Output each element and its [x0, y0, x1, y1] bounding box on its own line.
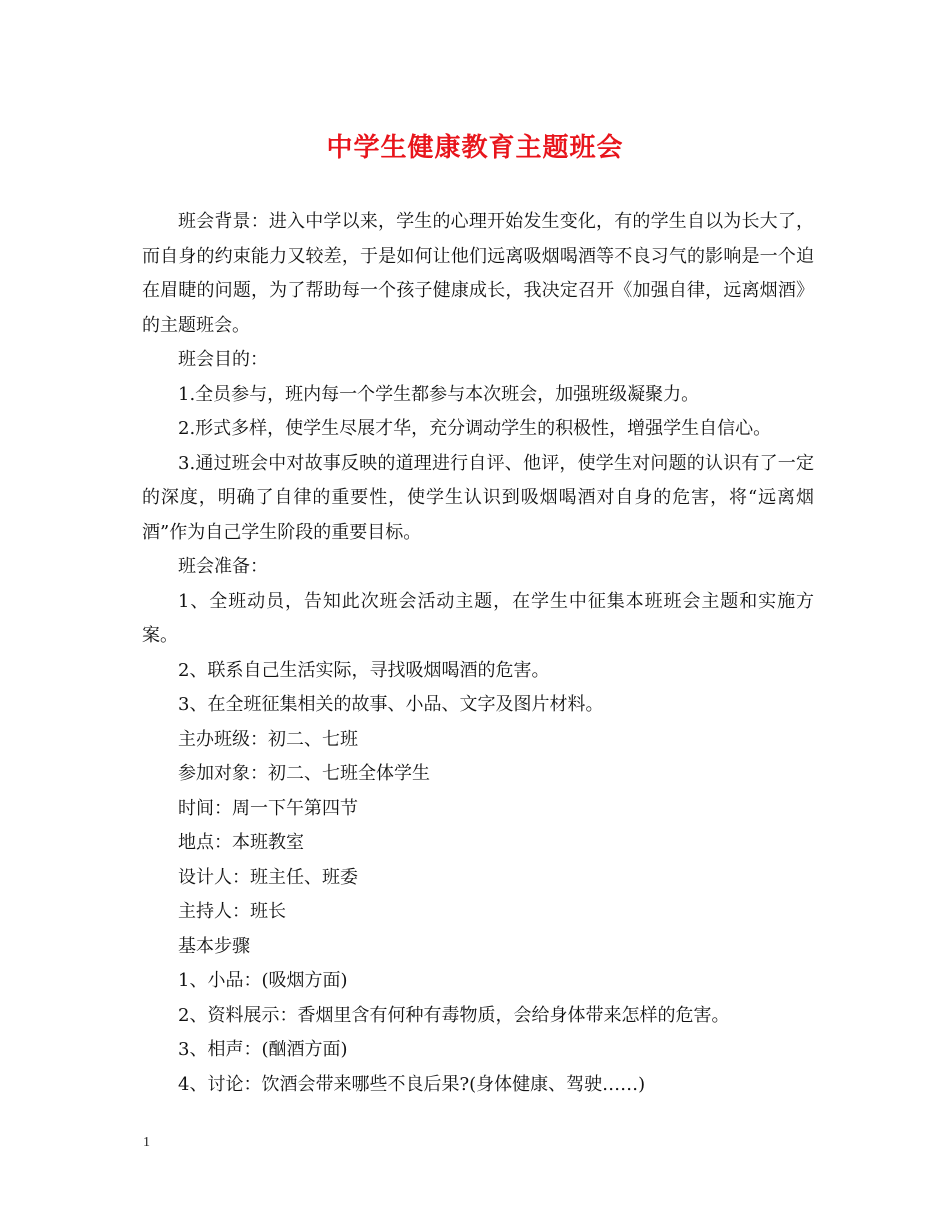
- paragraph-step-3: 3、相声：(酗酒方面): [178, 1039, 348, 1060]
- paragraph-host-class: 主办班级：初二、七班: [178, 728, 358, 750]
- paragraph-purpose-heading: 班会目的：: [178, 349, 268, 370]
- page-number: 1: [143, 1135, 150, 1150]
- paragraph-steps-heading: 基本步骤: [178, 935, 250, 957]
- document-body: [142, 205, 814, 1102]
- paragraph-designer: 设计人：班主任、班委: [178, 866, 358, 888]
- paragraph-purpose-3: 3.通过班会中对故事反映的道理进行自评、他评，使学生对问题的认识有了一定的深度，明确了自律的重要性，使学生认识到吸烟喝酒对自身的危害，将“远离烟酒”作为自己学生阶段的重要目标。: [142, 452, 814, 543]
- paragraph-purpose-2: 2.形式多样，使学生尽展才华，充分调动学生的积极性，增强学生自信心。: [178, 418, 772, 439]
- paragraph-purpose-1: 1.全员参与，班内每一个学生都参与本次班会，加强班级凝聚力。: [178, 383, 700, 405]
- paragraph-preparation-3: 3、在全班征集相关的故事、小品、文字及图片材料。: [178, 694, 604, 715]
- paragraph-preparation-2: 2、联系自己生活实际，寻找吸烟喝酒的危害。: [178, 659, 550, 681]
- paragraph-participants: 参加对象：初二、七班全体学生: [178, 763, 430, 784]
- paragraph-step-2: 2、资料展示：香烟里含有何种有毒物质，会给身体带来怎样的危害。: [178, 1004, 730, 1026]
- paragraph-step-1: 1、小品：(吸烟方面): [178, 970, 348, 991]
- paragraph-step-4: 4、讨论：饮酒会带来哪些不良后果?(身体健康、驾驶……): [178, 1073, 646, 1095]
- paragraph-background: 班会背景：进入中学以来，学生的心理开始发生变化，有的学生自以为长大了，而自身的约束能力又较差，于是如何让他们远离吸烟喝酒等不良习气的影响是一个迫在眉睫的问题，为了帮助每一个孩子健康成长，我决定召开《加强自律，远离烟酒》的主题班会。: [142, 211, 814, 336]
- paragraph-preparation-heading: 班会准备：: [178, 556, 268, 577]
- paragraph-host: 主持人：班长: [178, 901, 286, 922]
- paragraph-location: 地点：本班教室: [178, 832, 304, 853]
- document-title: 中学生健康教育主题班会: [326, 133, 624, 163]
- paragraph-time: 时间：周一下午第四节: [178, 797, 358, 819]
- paragraph-preparation-1: 1、全班动员，告知此次班会活动主题，在学生中征集本班班会主题和实施方案。: [142, 590, 814, 646]
